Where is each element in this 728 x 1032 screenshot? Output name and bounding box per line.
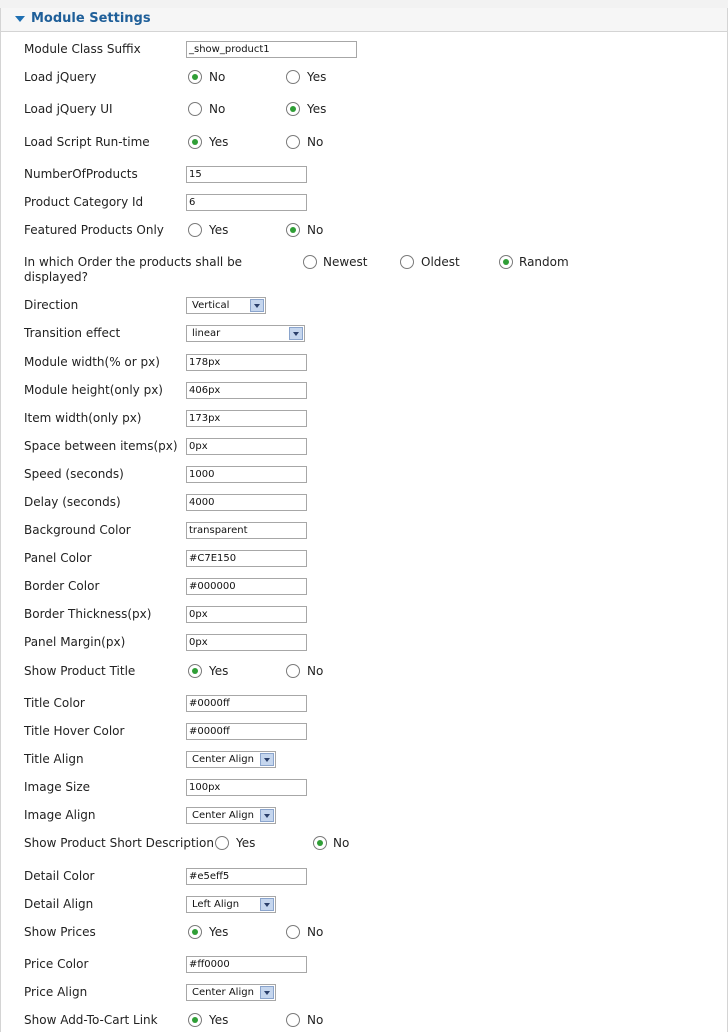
detail-align-value: Left Align [192, 899, 240, 910]
show-add-to-cart-yes-radio[interactable] [188, 1013, 202, 1027]
border-thickness-label: Border Thickness(px) [24, 607, 152, 621]
module-class-suffix-label: Module Class Suffix [24, 42, 141, 56]
show-product-title-yes-label: Yes [209, 664, 229, 678]
show-product-title-no-label: No [307, 664, 324, 678]
order-oldest-radio[interactable] [400, 255, 414, 269]
title-color-label: Title Color [24, 696, 85, 710]
product-category-id-label: Product Category Id [24, 195, 144, 209]
direction-select[interactable] [186, 297, 266, 314]
price-color-label: Price Color [24, 957, 89, 971]
price-align-value: Center Align [192, 987, 254, 998]
transition-effect-select[interactable] [186, 325, 305, 342]
show-short-desc-yes-radio[interactable] [215, 836, 229, 850]
delay-label: Delay (seconds) [24, 495, 121, 509]
module-class-suffix-input[interactable]: _show_product1 [186, 41, 357, 58]
space-between-label: Space between items(px) [24, 439, 178, 453]
image-align-value: Center Align [192, 810, 254, 821]
module-height-input[interactable]: 406px [186, 382, 307, 399]
load-script-runtime-yes-label: Yes [209, 135, 229, 149]
module-height-label: Module height(only px) [24, 383, 163, 397]
show-add-to-cart-yes-label: Yes [209, 1013, 229, 1027]
title-color-input[interactable]: #0000ff [186, 695, 307, 712]
show-prices-label: Show Prices [24, 925, 96, 939]
order-label: In which Order the products shall be displayed? [24, 255, 243, 284]
show-product-title-label: Show Product Title [24, 664, 136, 678]
show-short-desc-no-radio[interactable] [313, 836, 327, 850]
background-color-label: Background Color [24, 523, 131, 537]
load-jquery-ui-no-radio[interactable] [188, 102, 202, 116]
collapse-triangle-icon[interactable] [15, 16, 25, 22]
speed-input[interactable]: 1000 [186, 466, 307, 483]
chevron-down-icon[interactable] [260, 898, 274, 911]
background-color-input[interactable]: transparent [186, 522, 307, 539]
load-script-runtime-no-label: No [307, 135, 324, 149]
chevron-down-icon[interactable] [250, 299, 264, 312]
load-script-runtime-label: Load Script Run-time [24, 135, 150, 149]
show-add-to-cart-no-radio[interactable] [286, 1013, 300, 1027]
show-prices-yes-radio[interactable] [188, 925, 202, 939]
detail-color-input[interactable]: #e5eff5 [186, 868, 307, 885]
module-width-input[interactable]: 178px [186, 354, 307, 371]
featured-only-yes-label: Yes [209, 223, 229, 237]
load-jquery-ui-no-label: No [209, 102, 226, 116]
chevron-down-icon[interactable] [260, 986, 274, 999]
show-product-title-yes-radio[interactable] [188, 664, 202, 678]
load-jquery-yes-radio[interactable] [286, 70, 300, 84]
show-product-title-no-radio[interactable] [286, 664, 300, 678]
panel-color-label: Panel Color [24, 551, 92, 565]
product-category-id-input[interactable]: 6 [186, 194, 307, 211]
load-jquery-no-radio[interactable] [188, 70, 202, 84]
title-hover-color-label: Title Hover Color [24, 724, 125, 738]
chevron-down-icon[interactable] [260, 753, 274, 766]
load-script-runtime-yes-radio[interactable] [188, 135, 202, 149]
featured-only-no-label: No [307, 223, 324, 237]
detail-color-label: Detail Color [24, 869, 95, 883]
price-color-input[interactable]: #ff0000 [186, 956, 307, 973]
order-random-radio[interactable] [499, 255, 513, 269]
featured-only-label: Featured Products Only [24, 223, 164, 237]
load-jquery-ui-yes-label: Yes [307, 102, 327, 116]
transition-effect-label: Transition effect [24, 326, 121, 340]
load-jquery-no-label: No [209, 70, 226, 84]
border-color-input[interactable]: #000000 [186, 578, 307, 595]
load-jquery-label: Load jQuery [24, 70, 97, 84]
order-newest-radio[interactable] [303, 255, 317, 269]
chevron-down-icon[interactable] [260, 809, 274, 822]
item-width-input[interactable]: 173px [186, 410, 307, 427]
featured-only-no-radio[interactable] [286, 223, 300, 237]
load-script-runtime-no-radio[interactable] [286, 135, 300, 149]
transition-effect-value: linear [192, 328, 221, 339]
delay-input[interactable]: 4000 [186, 494, 307, 511]
order-oldest-label: Oldest [421, 255, 460, 269]
price-align-select[interactable] [186, 984, 276, 1001]
space-between-input[interactable]: 0px [186, 438, 307, 455]
load-jquery-ui-yes-radio[interactable] [286, 102, 300, 116]
show-add-to-cart-label: Show Add-To-Cart Link [24, 1013, 158, 1027]
price-align-label: Price Align [24, 985, 88, 999]
detail-align-select[interactable] [186, 896, 276, 913]
show-add-to-cart-no-label: No [307, 1013, 324, 1027]
image-align-label: Image Align [24, 808, 96, 822]
image-size-label: Image Size [24, 780, 91, 794]
module-width-label: Module width(% or px) [24, 355, 160, 369]
order-newest-label: Newest [323, 255, 368, 269]
number-of-products-input[interactable]: 15 [186, 166, 307, 183]
show-prices-no-label: No [307, 925, 324, 939]
panel-margin-input[interactable]: 0px [186, 634, 307, 651]
show-short-desc-label: Show Product Short Description [24, 836, 214, 850]
image-align-select[interactable] [186, 807, 276, 824]
title-align-label: Title Align [24, 752, 84, 766]
chevron-down-icon[interactable] [289, 327, 303, 340]
direction-value: Vertical [192, 300, 230, 311]
direction-label: Direction [24, 298, 79, 312]
title-hover-color-input[interactable]: #0000ff [186, 723, 307, 740]
panel-title: Module Settings [31, 11, 151, 26]
order-random-label: Random [519, 255, 569, 269]
featured-only-yes-radio[interactable] [188, 223, 202, 237]
title-align-value: Center Align [192, 754, 254, 765]
module-settings-header[interactable] [0, 8, 728, 32]
detail-align-label: Detail Align [24, 897, 94, 911]
title-align-select[interactable] [186, 751, 276, 768]
number-of-products-label: NumberOfProducts [24, 167, 138, 181]
panel-margin-label: Panel Margin(px) [24, 635, 126, 649]
show-short-desc-yes-label: Yes [236, 836, 256, 850]
panel-color-input[interactable]: #C7E150 [186, 550, 307, 567]
show-prices-no-radio[interactable] [286, 925, 300, 939]
show-short-desc-no-label: No [333, 836, 350, 850]
load-jquery-ui-label: Load jQuery UI [24, 102, 113, 116]
item-width-label: Item width(only px) [24, 411, 142, 425]
border-thickness-input[interactable]: 0px [186, 606, 307, 623]
border-color-label: Border Color [24, 579, 100, 593]
image-size-input[interactable]: 100px [186, 779, 307, 796]
speed-label: Speed (seconds) [24, 467, 124, 481]
show-prices-yes-label: Yes [209, 925, 229, 939]
load-jquery-yes-label: Yes [307, 70, 327, 84]
